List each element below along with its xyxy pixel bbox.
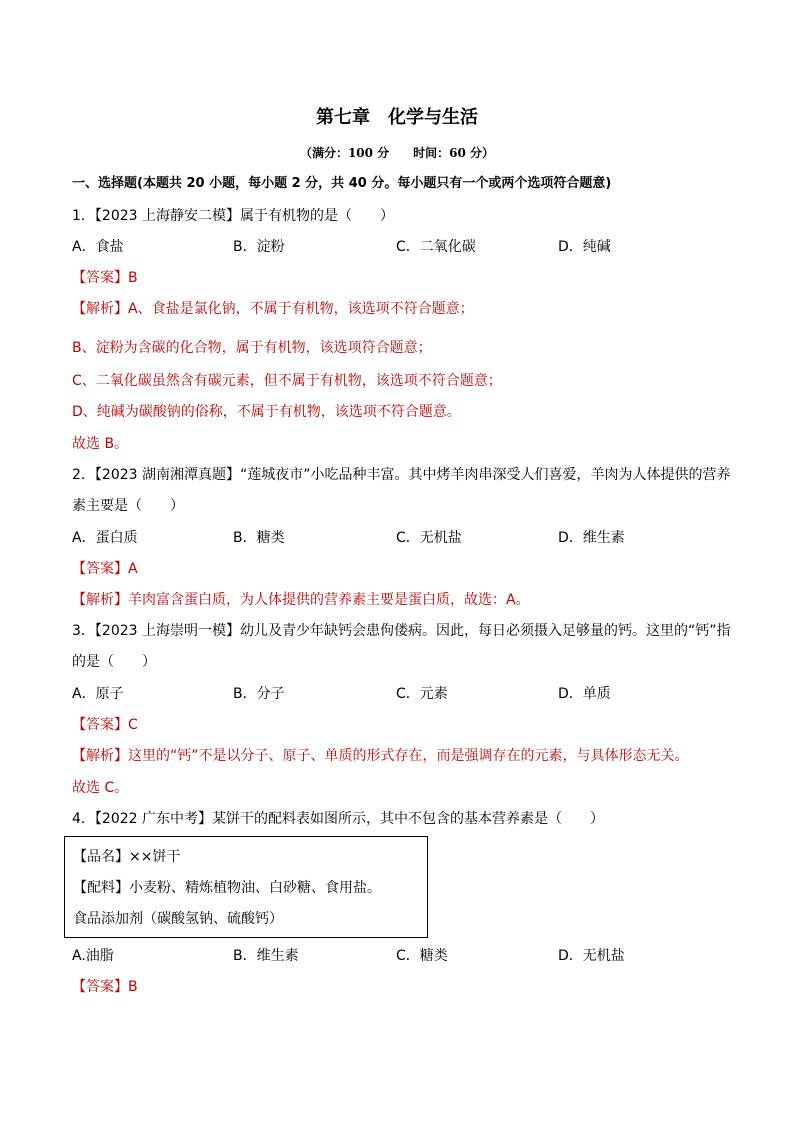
question-stem-cont: 素主要是（ ） [72,498,184,514]
option-a[interactable]: A．蛋白质 [72,530,138,546]
analysis-tag: 【解析】 [72,592,128,608]
analysis-tag: 【解析】 [72,748,128,764]
option-a[interactable]: A．原子 [72,686,124,702]
analysis-line: D、纯碱为碳酸钠的俗称，不属于有机物，该选项不符合题意。 [72,404,461,420]
question-stem-cont: 的是（ ） [72,654,156,670]
option-d[interactable]: D．无机盐 [558,948,625,964]
conclusion-line: 故选 B。 [72,436,129,452]
analysis-line [72,746,689,766]
answer-value: B [128,979,138,995]
question-stem: 4．【2022 广东中考】某饼干的配料表如图所示，其中不包含的基本营养素是（ ） [72,811,604,827]
answer-tag: 【答案】 [72,270,128,286]
option-d[interactable]: D．纯碱 [558,239,611,255]
answer-value: C [128,717,138,733]
conclusion-line: 故选 C。 [72,780,129,796]
answer-tag: 【答案】 [72,717,128,733]
question-stem: 1．【2023 上海静安二模】属于有机物的是（ ） [72,208,394,224]
analysis-line [72,590,530,610]
option-b[interactable]: B．维生素 [233,948,299,964]
answer-line [72,559,138,579]
option-d[interactable]: D．单质 [558,686,611,702]
answer-value: A [128,561,138,577]
ingredient-additives: 食品添加剂（碳酸氢钠、硫酸钙） [73,911,283,927]
option-row [72,684,732,704]
question-stem: 2．【2023 湖南湘潭真题】“莲城夜市”小吃品种丰富。其中烤羊肉串深受人们喜爱，羊肉为人体提供的营养 [72,467,731,483]
option-b[interactable]: B．分子 [233,686,285,702]
option-row [72,946,732,966]
option-row [72,237,732,257]
option-c[interactable]: C．元素 [396,686,448,702]
option-d[interactable]: D．维生素 [558,530,625,546]
option-b[interactable]: B．糖类 [233,530,285,546]
analysis-tag: 【解析】 [72,301,128,317]
page-title: 第七章 化学与生活 [316,107,478,128]
option-a[interactable]: A.油脂 [72,948,114,964]
option-row [72,528,732,548]
option-a[interactable]: A．食盐 [72,239,124,255]
analysis-line: C、二氧化碳虽然含有碳元素，但不属于有机物，该选项不符合题意； [72,373,502,389]
analysis-line: B、淀粉为含碳的化合物，属于有机物，该选项符合题意； [72,340,432,356]
option-c[interactable]: C．无机盐 [396,530,462,546]
answer-line [72,268,138,288]
option-b[interactable]: B．淀粉 [233,239,285,255]
answer-tag: 【答案】 [72,561,128,577]
answer-line [72,977,138,997]
question-stem: 3．【2023 上海崇明一模】幼儿及青少年缺钙会患佝偻病。因此，每日必须摄入足够量的钙。这里的“钙”指 [72,623,731,639]
answer-value: B [128,270,138,286]
ingredient-list: 【配料】小麦粉、精炼植物油、白砂糖、食用盐。 [73,880,381,896]
ingredient-name: 【品名】××饼干 [73,849,181,865]
answer-line [72,715,138,735]
answer-tag: 【答案】 [72,979,128,995]
option-c[interactable]: C．二氧化碳 [396,239,476,255]
analysis-text: 这里的“钙”不是以分子、原子、单质的形式存在，而是强调存在的元素，与具体形态无关。 [128,748,689,764]
analysis-text: 羊肉富含蛋白质，为人体提供的营养素主要是蛋白质，故选：A。 [128,592,530,608]
option-c[interactable]: C．糖类 [396,948,448,964]
section-heading: 一、选择题(本题共 20 小题，每小题 2 分，共 40 分。每小题只有一个或两个选项符合题意) [72,176,612,191]
analysis-text: A、食盐是氯化钠，不属于有机物，该选项不符合题意； [128,301,474,317]
analysis-line [72,299,474,319]
ingredient-box [64,836,428,938]
page-subtitle: （满分：100 分 时间：60 分） [299,146,495,160]
